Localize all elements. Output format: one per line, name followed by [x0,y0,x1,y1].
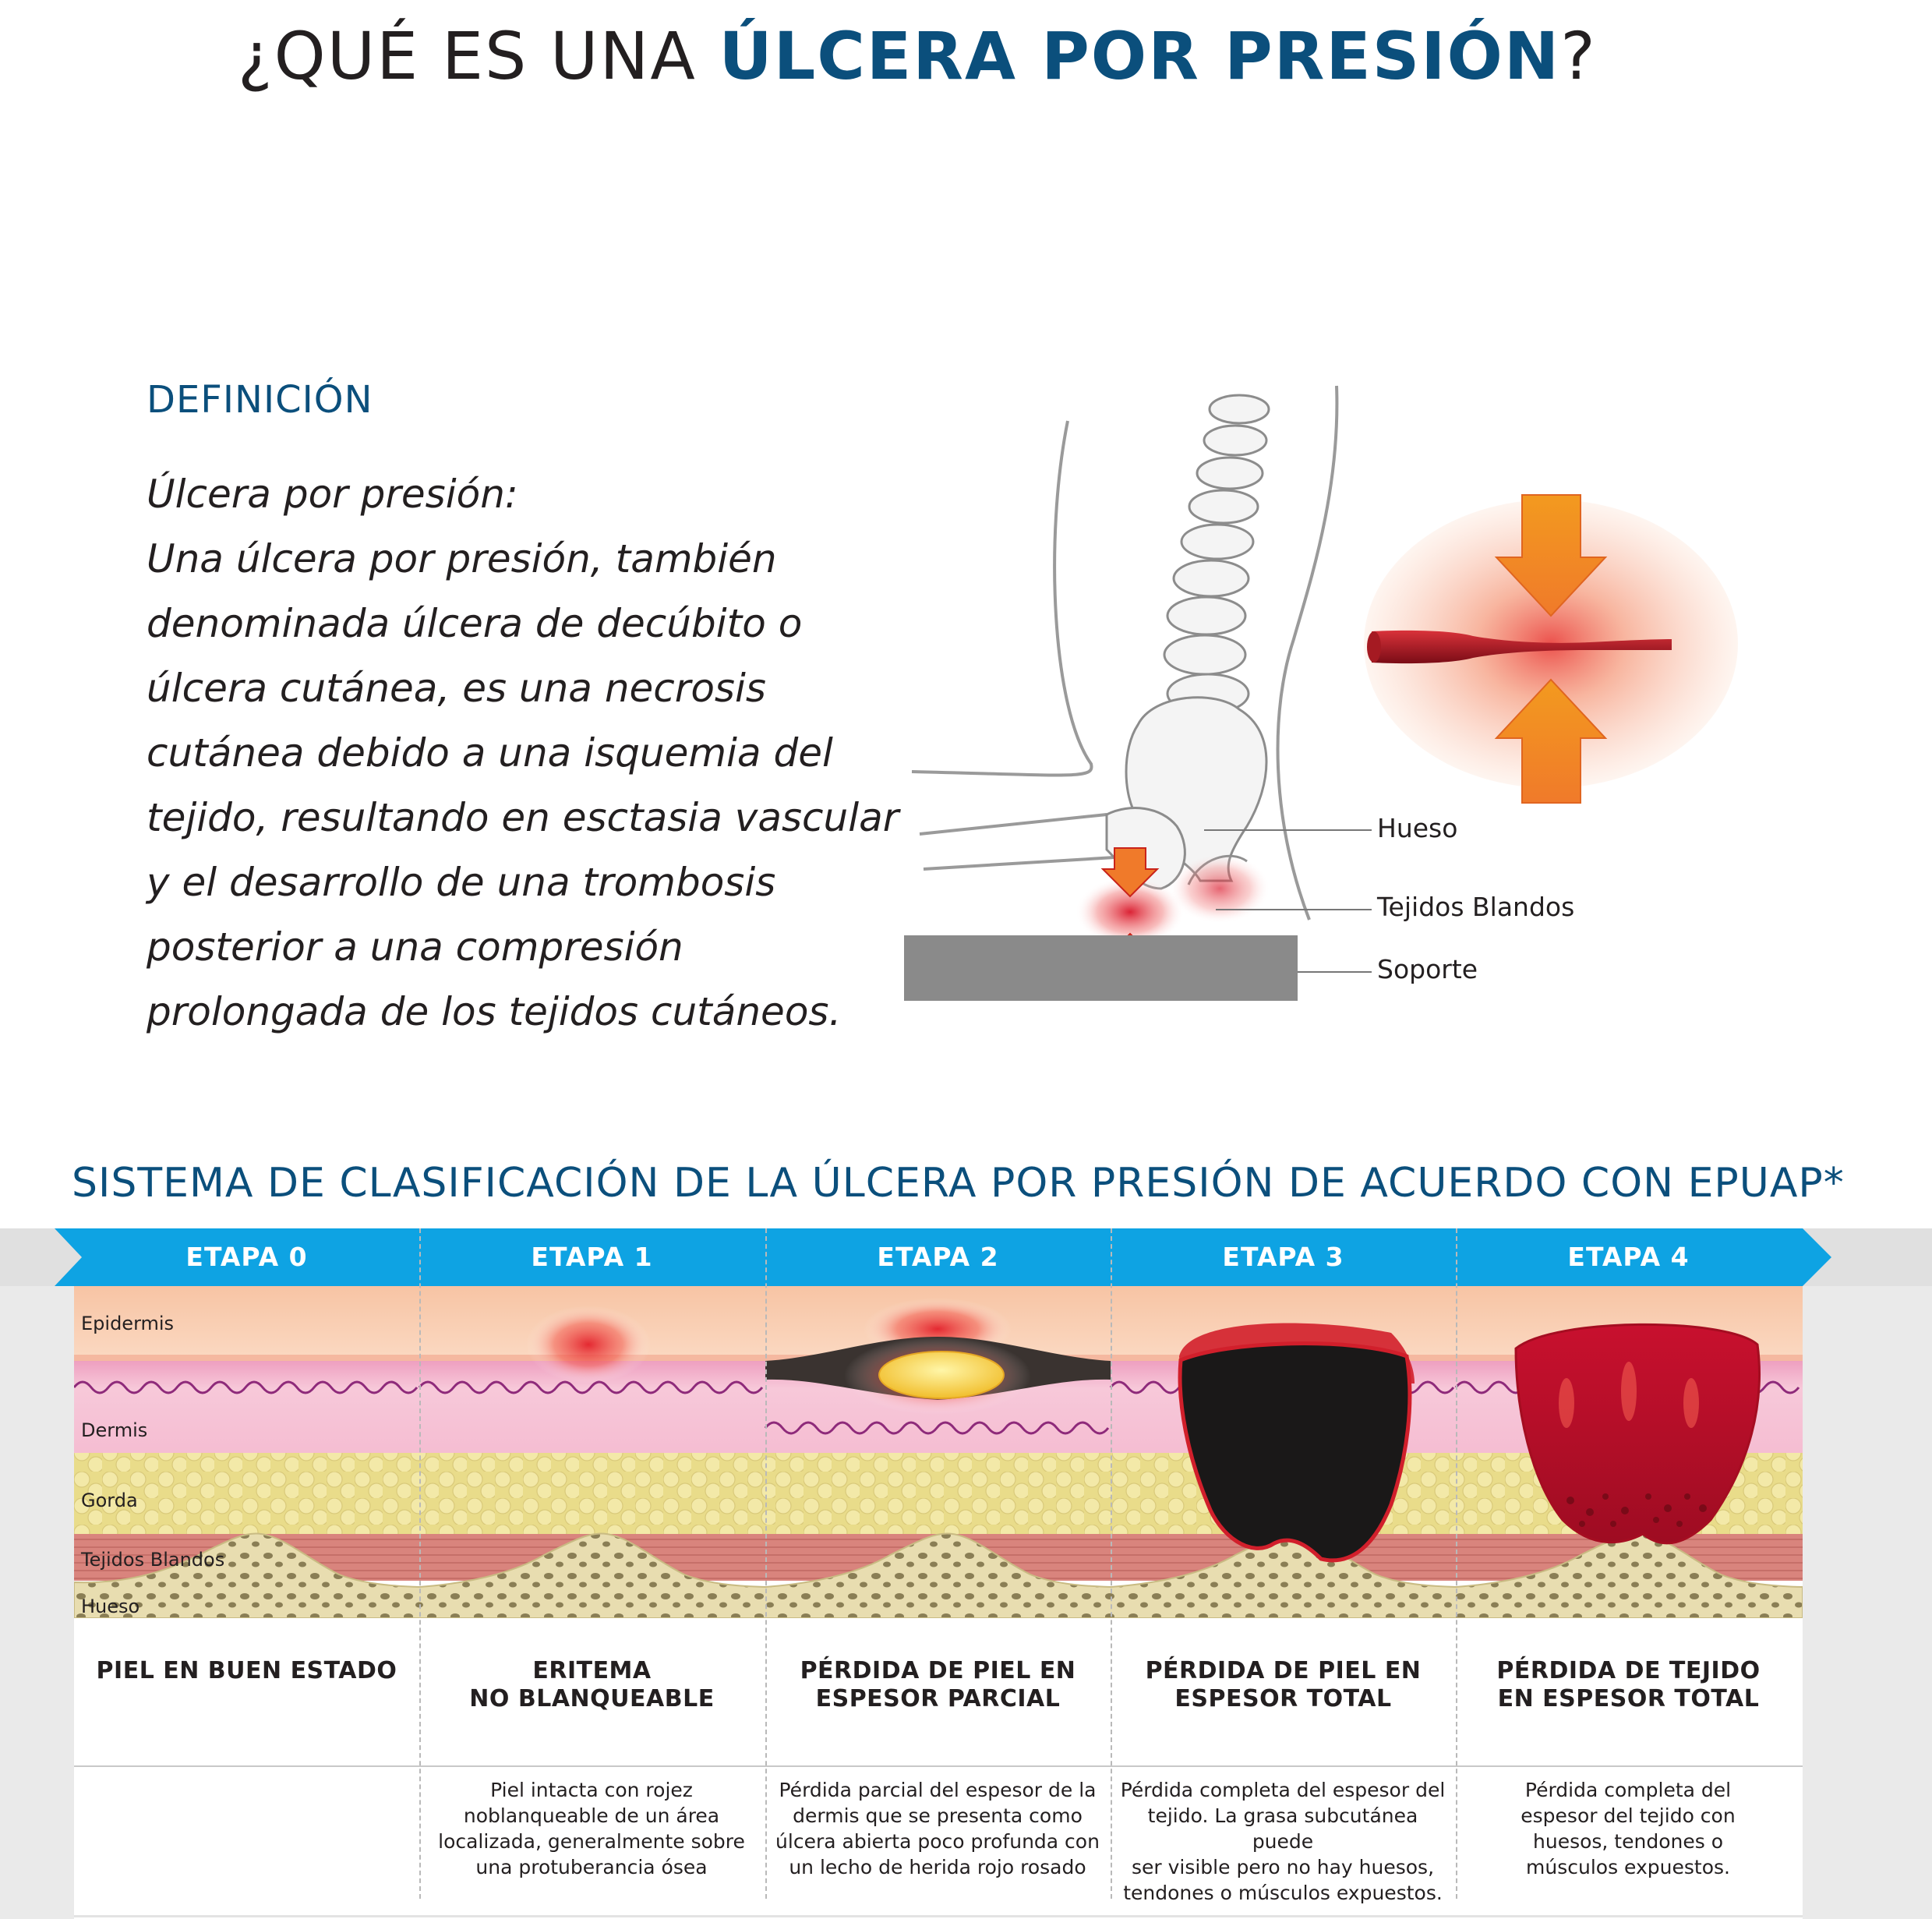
skin-layers-illustration [74,1286,1803,1618]
layer-label-epidermis: Epidermis [81,1313,175,1334]
column-divider [765,1228,767,1899]
title-highlight: ÚLCERA POR PRESIÓN [719,18,1561,94]
bottom-rule [74,1915,1803,1917]
row-divider [74,1765,1803,1767]
definition-line: denominada úlcera de decúbito o [147,601,803,646]
callout-support: Soporte [1377,954,1478,984]
support-block [904,935,1298,1001]
erythema-spot [526,1306,651,1384]
stage-description: Pérdida completa del espesor del tejido. La grasa subcutánea puede ser visible pero no hay huesos, tendones o músculos expuestos. [1120,1779,1446,1904]
stage-title: PÉRDIDA DE PIEL EN ESPESOR TOTAL [1145,1657,1422,1712]
stage-description: Piel intacta con rojez noblanqueable de un área localizada, generalmente sobre una protuberancia ósea [438,1779,745,1878]
stage-title: PÉRDIDA DE PIEL EN ESPESOR PARCIAL [800,1657,1076,1712]
layer-label-bone: Hueso [81,1596,140,1617]
stage-title: ERITEMA NO BLANQUEABLE [469,1657,715,1712]
layer-label-dermis: Dermis [81,1419,148,1441]
callout-soft-tissue: Tejidos Blandos [1377,892,1575,922]
definition-line: Una úlcera por presión, también [147,536,777,581]
definition-line: úlcera cutánea, es una necrosis [147,666,766,711]
side-panel [0,1286,74,1919]
definition-heading: DEFINICIÓN [147,378,373,422]
column-divider [1111,1228,1112,1899]
stage-label: ETAPA 3 [1222,1242,1344,1272]
stage-label: ETAPA 1 [531,1242,653,1272]
title-prefix: ¿QUÉ ES UNA [238,18,719,94]
page-title [238,17,1597,95]
pressure-anatomy-illustration [904,382,1761,1021]
stage-title: PÉRDIDA DE TEJIDO EN ESPESOR TOTAL [1496,1657,1761,1712]
stage-label: ETAPA 4 [1567,1242,1690,1272]
stage-title: PIEL EN BUEN ESTADO [96,1657,397,1684]
column-divider [419,1228,421,1899]
definition-line: tejido, resultando en esctasia vascular [147,795,899,840]
definition-line: cutánea debido a una isquemia del [147,730,833,776]
definition-subtitle: Úlcera por presión: [147,472,518,517]
definition-line: y el desarrollo de una trombosis [147,860,776,905]
stage-label: ETAPA 2 [877,1242,999,1272]
stage-label: ETAPA 0 [185,1242,308,1272]
definition-line: prolongada de los tejidos cutáneos. [147,989,842,1034]
column-divider [1456,1228,1457,1899]
title-suffix: ? [1560,18,1597,94]
blister [879,1352,1004,1398]
side-panel [1803,1286,1932,1919]
layer-label-fat: Gorda [81,1490,138,1511]
stage-description: Pérdida parcial del espesor de la dermis que se presenta como úlcera abierta poco profunda con un lecho de herida rojo rosado [775,1779,1100,1878]
definition-line: posterior a una compresión [147,924,683,970]
stage-description: Pérdida completa del espesor del tejido con huesos, tendones o músculos expuestos. [1521,1779,1736,1878]
callout-bone: Hueso [1377,813,1458,843]
classification-heading: SISTEMA DE CLASIFICACIÓN DE LA ÚLCERA POR PRESIÓN DE ACUERDO CON EPUAP* [72,1160,1845,1207]
layer-label-soft-tissue: Tejidos Blandos [81,1549,225,1571]
spine-icon [1164,395,1269,713]
